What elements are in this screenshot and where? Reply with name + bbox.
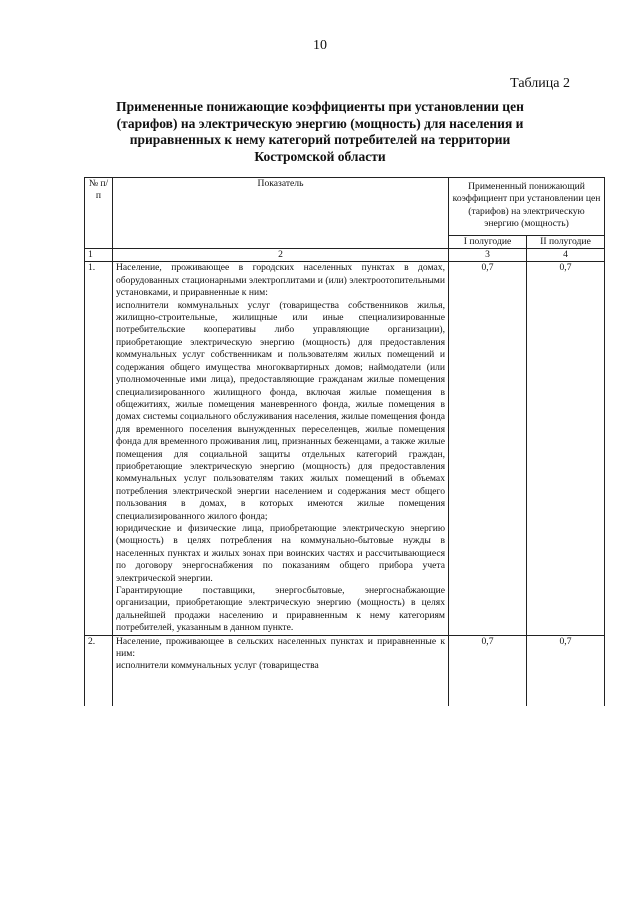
table-label: Таблица 2	[510, 76, 570, 91]
row-number: 1.	[85, 262, 113, 635]
header-number: № п/п	[85, 178, 113, 249]
column-index: 4	[527, 249, 605, 262]
row-description	[113, 262, 449, 635]
header-coefficient: Примененный понижающий коэффициент при установлении цен (тарифов) на электрическую энергию (мощность)	[449, 178, 605, 236]
description-paragraph: исполнители коммунальных услуг (товарищества	[116, 660, 319, 672]
second-half-coefficient: 0,7	[527, 635, 605, 706]
first-half-coefficient: 0,7	[449, 635, 527, 706]
column-index-row	[85, 249, 605, 262]
column-index: 2	[113, 249, 449, 262]
table-row	[85, 635, 605, 706]
document-title: Примененные понижающие коэффициенты при установлении цен (тарифов) на электрическую энергию (мощность) для населения и приравненных к нему категорий потребителей на территории Костромской области	[116, 99, 524, 164]
column-index: 3	[449, 249, 527, 262]
column-index: 1	[85, 249, 113, 262]
description-paragraph: Гарантирующие поставщики, энергосбытовые, энергоснабжающие организации, приобретающие электрическую энергию (мощность) в целях дальнейшей продажи населению и приравненным к нему категориям потребителей, указанным в данном пункте.	[116, 585, 445, 634]
header-first-half: I полугодие	[449, 235, 527, 248]
header-indicator: Показатель	[113, 178, 449, 249]
description-paragraph: Население, проживающее в сельских населенных пунктах и приравненные к ним:	[116, 635, 445, 660]
header-second-half: II полугодие	[527, 235, 605, 248]
row-description	[113, 635, 449, 706]
description-paragraph: юридические и физические лица, приобретающие электрическую энергию (мощность) в целях потребления на коммунально-бытовые нужды в населенных пунктах и жилых зонах при воинских частях и рассчитывающиеся по договору энергоснабжения по показаниям общего прибора учета электрической энергии.	[116, 522, 445, 584]
second-half-coefficient: 0,7	[527, 262, 605, 635]
row-number: 2.	[85, 635, 113, 706]
coefficients-table	[84, 177, 605, 706]
table-header-row	[85, 178, 605, 236]
description-paragraph: исполнители коммунальных услуг (товарищества собственников жилья, жилищно-строительные, жилищные или иные специализированные потребительские кооперативы либо управляющие организации), приобретающие электрическую энергию (мощность) для предоставления коммунальных услуг собственникам и пользователям жилых помещений и содержания общего имущества многоквартирных домов; наймодатели (или уполномоченные ими лица), предоставляющие гражданам жилые помещения специализированного жилищного фонда, включая жилые помещения в общежитиях, жилые помещения маневренного фонда, жилые помещения в домах системы социального обслуживания населения, жилые помещения фонда для временного поселения вынужденных переселенцев, жилые помещения фонда для временного проживания лиц, признанных беженцами, а также жилые помещения для социальной защиты отдельных категорий граждан, приобретающие электрическую энергию (мощность) для предоставления коммунальных услуг пользователям таких жилых помещений в объемах потребления электрической энергии населением и содержания мест общего пользования в домах, в которых имеются жилые помещения специализированного жилого фонда;	[116, 299, 445, 522]
first-half-coefficient: 0,7	[449, 262, 527, 635]
description-paragraph: Население, проживающее в городских населенных пунктах в домах, оборудованных стационарными электроплитами и (или) электроотопительными установками, и приравненные к ним:	[116, 262, 445, 299]
page-number: 10	[313, 38, 327, 53]
table-row	[85, 262, 605, 635]
